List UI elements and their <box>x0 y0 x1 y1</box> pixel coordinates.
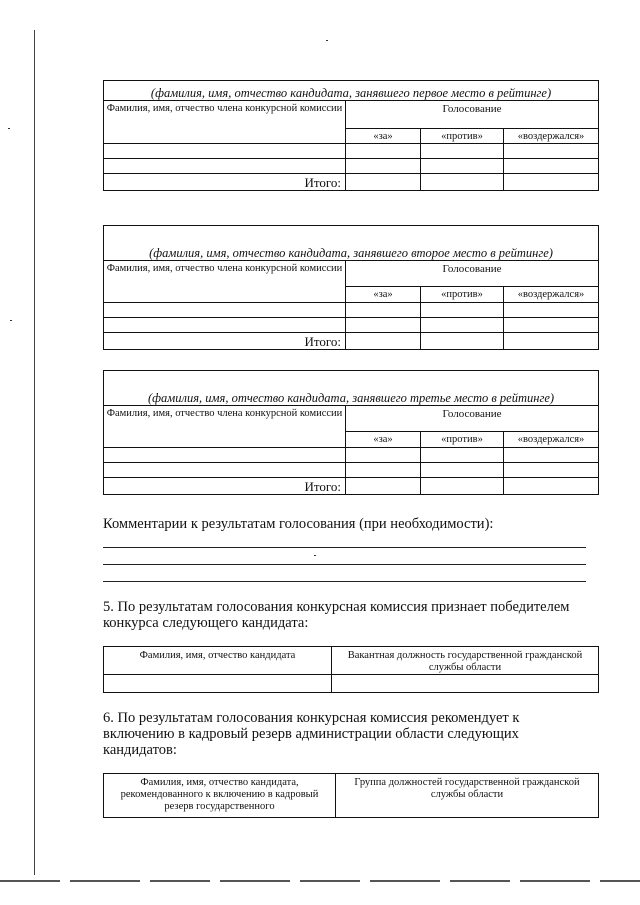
scan-edge-left <box>34 30 35 875</box>
abstained-header: «воздержался» <box>504 432 599 448</box>
member-name-header: Фамилия, имя, отчество члена конкурсной комиссии <box>104 261 346 303</box>
table-row <box>104 318 599 333</box>
rating-table-2 <box>103 225 599 350</box>
comments-title: Комментарии к результатам голосования (при необходимости): <box>103 516 494 532</box>
voting-header: Голосование <box>346 101 599 129</box>
section-5-text: 5. По результатам голосования конкурсная комиссия признает победителем конкурса следующего кандидата: <box>103 599 570 631</box>
member-name-header: Фамилия, имя, отчество члена конкурсной комиссии <box>104 406 346 448</box>
reserve-candidate-header: Фамилия, имя, отчество кандидата, рекомендованного к включению в кадровый резерв государственного <box>104 774 336 818</box>
candidate-caption: (фамилия, имя, отчество кандидата, занявшего второе место в рейтинге) <box>149 246 553 260</box>
rating-table-3 <box>103 370 599 495</box>
abstained-header: «воздержался» <box>504 129 599 144</box>
table-row <box>104 448 599 463</box>
table-row <box>104 144 599 159</box>
reserve-table <box>103 773 599 818</box>
section-6-text: 6. По результатам голосования конкурсная комиссия рекомендует к включению в кадровый резерв администрации области следующих кандидатов: <box>103 710 520 758</box>
voting-header: Голосование <box>346 261 599 287</box>
candidate-caption: (фамилия, имя, отчество кандидата, занявшего первое место в рейтинге) <box>150 86 552 100</box>
scan-edge-bottom <box>0 880 640 882</box>
for-header: «за» <box>346 287 421 303</box>
for-header: «за» <box>346 432 421 448</box>
winner-name-header: Фамилия, имя, отчество кандидата <box>104 647 332 675</box>
total-label: Итого: <box>104 478 346 495</box>
candidate-caption: (фамилия, имя, отчество кандидата, занявшего третье место в рейтинге) <box>148 391 555 405</box>
table-row <box>104 159 599 174</box>
comment-line-3[interactable] <box>103 581 586 582</box>
candidate-name-cell[interactable] <box>104 371 599 406</box>
abstained-header: «воздержался» <box>504 287 599 303</box>
total-label: Итого: <box>104 174 346 191</box>
table-row <box>104 303 599 318</box>
position-group-header: Группа должностей государственной гражданской службы области <box>336 774 599 818</box>
table-row <box>104 675 599 693</box>
vacant-position-header: Вакантная должность государственной гражданской службы области <box>332 647 599 675</box>
member-name-header: Фамилия, имя, отчество члена конкурсной комиссии <box>104 101 346 144</box>
for-header: «за» <box>346 129 421 144</box>
against-header: «против» <box>421 432 504 448</box>
winner-table <box>103 646 599 693</box>
table-row <box>104 463 599 478</box>
winner-name-cell[interactable] <box>104 675 332 693</box>
candidate-name-cell[interactable] <box>104 226 599 261</box>
total-label: Итого: <box>104 333 346 350</box>
against-header: «против» <box>421 129 504 144</box>
comment-line-1[interactable] <box>103 547 586 548</box>
voting-header: Голосование <box>346 406 599 432</box>
against-header: «против» <box>421 287 504 303</box>
comment-line-2[interactable] <box>103 564 586 565</box>
rating-table-1 <box>103 80 599 191</box>
vacant-position-cell[interactable] <box>332 675 599 693</box>
candidate-name-cell[interactable] <box>104 81 599 101</box>
